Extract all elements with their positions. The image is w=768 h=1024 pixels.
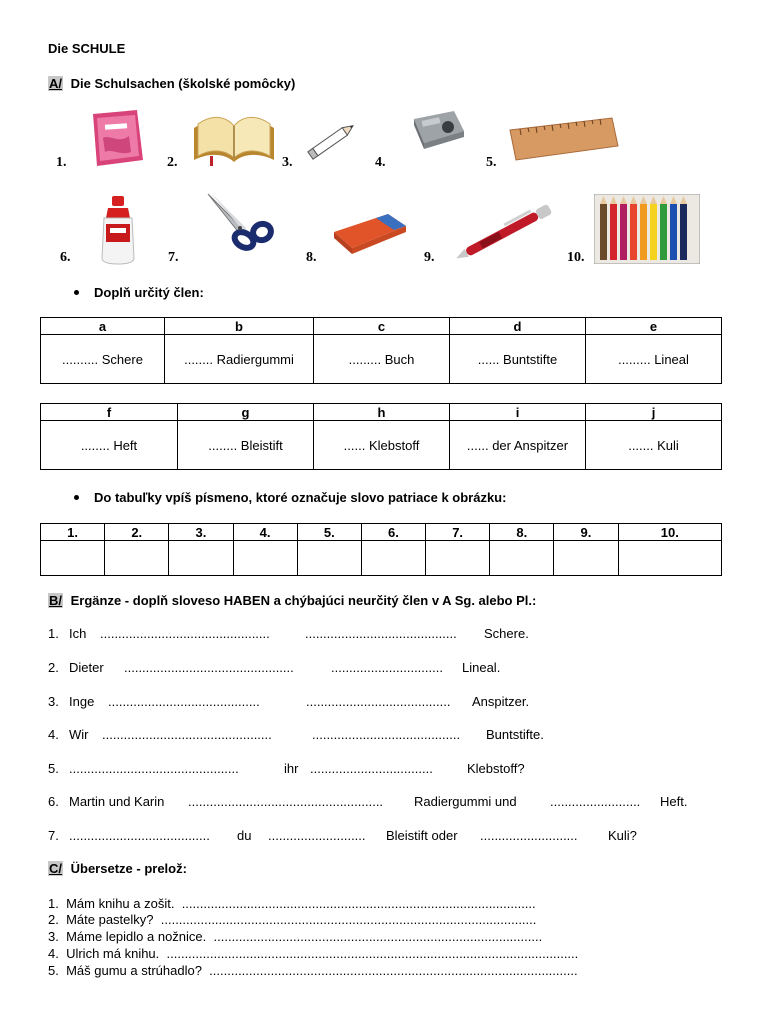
table-header: 6. bbox=[361, 524, 425, 541]
table-cell[interactable]: ...... der Anspitzer bbox=[450, 421, 586, 470]
section-a-letter: A/ bbox=[49, 76, 62, 91]
answer-cell[interactable] bbox=[297, 541, 361, 576]
table-header: b bbox=[165, 318, 314, 335]
article-table-2 bbox=[40, 403, 722, 470]
sharpener-icon bbox=[408, 105, 470, 153]
table-header: 5. bbox=[297, 524, 361, 541]
answer-table bbox=[40, 523, 722, 576]
bullet bbox=[74, 290, 79, 295]
bullet bbox=[74, 495, 79, 500]
answer-cell[interactable] bbox=[41, 541, 105, 576]
answer-cell[interactable] bbox=[490, 541, 554, 576]
table-cell[interactable]: ........ Bleistift bbox=[178, 421, 314, 470]
section-a-title: Die Schulsachen (školské pomôcky) bbox=[70, 76, 296, 91]
picture-number: 2. bbox=[167, 155, 178, 170]
picture-number: 5. bbox=[486, 155, 497, 170]
pen-icon bbox=[448, 202, 562, 264]
table-header: a bbox=[41, 318, 165, 335]
answer-cell[interactable] bbox=[618, 541, 721, 576]
translation-line: 1. Mám knihu a zošit. .................................................................................................. bbox=[48, 896, 536, 911]
section-b-heading bbox=[48, 593, 536, 608]
section-c-title: Übersetze - prelož: bbox=[70, 861, 187, 876]
table-header: i bbox=[450, 404, 586, 421]
table-cell[interactable]: ........ Heft bbox=[41, 421, 178, 470]
table-header: 9. bbox=[554, 524, 618, 541]
table-cell[interactable]: ...... Buntstifte bbox=[450, 335, 586, 384]
exercise-line: 3. Inge .......................................... ........................................ Anspitzer. bbox=[48, 694, 530, 709]
translation-line: 3. Máme lepidlo a nožnice. ........................................................................................... bbox=[48, 929, 543, 944]
task-2-instruction: Do tabuľky vpíš písmeno, ktoré označuje slovo patriace k obrázku: bbox=[94, 490, 507, 505]
picture-number: 9. bbox=[424, 250, 435, 265]
translation-line: 2. Máte pastelky? ........................................................................................................ bbox=[48, 912, 537, 927]
answer-cell[interactable] bbox=[169, 541, 233, 576]
exercise-line: 6. Martin und Karin ...................................................... Radiergummi und ......................... Heft. bbox=[48, 794, 688, 809]
answer-cell[interactable] bbox=[361, 541, 425, 576]
exercise-line: 4. Wir ............................................... ......................................... Buntstifte. bbox=[48, 727, 544, 742]
ruler-icon bbox=[508, 116, 620, 168]
table-header: 3. bbox=[169, 524, 233, 541]
section-a-heading bbox=[48, 76, 295, 91]
section-c-heading bbox=[48, 861, 187, 876]
answer-cell[interactable] bbox=[554, 541, 618, 576]
table-header: g bbox=[178, 404, 314, 421]
page-title: Die SCHULE bbox=[48, 41, 126, 56]
eraser-icon bbox=[330, 206, 410, 256]
table-header: 8. bbox=[490, 524, 554, 541]
scissors-icon bbox=[200, 190, 280, 256]
answer-cell[interactable] bbox=[105, 541, 169, 576]
pencil-icon bbox=[302, 116, 362, 166]
answer-cell[interactable] bbox=[233, 541, 297, 576]
notebook-icon bbox=[85, 108, 147, 170]
table-cell[interactable]: ........ Radiergummi bbox=[165, 335, 314, 384]
table-header: 10. bbox=[618, 524, 721, 541]
table-cell[interactable]: ......... Buch bbox=[314, 335, 450, 384]
picture-number: 6. bbox=[60, 250, 71, 265]
translation-line: 4. Ulrich má knihu. .................................................................................................................. bbox=[48, 946, 579, 961]
translation-line: 5. Máš gumu a strúhadlo? ...................................................................................................... bbox=[48, 963, 578, 978]
table-cell[interactable]: ...... Klebstoff bbox=[314, 421, 450, 470]
answer-cell[interactable] bbox=[426, 541, 490, 576]
picture-number: 8. bbox=[306, 250, 317, 265]
table-header: 7. bbox=[426, 524, 490, 541]
picture-number: 10. bbox=[567, 250, 585, 265]
table-header: j bbox=[586, 404, 722, 421]
exercise-line: 7. ....................................... du ........................... Bleistift oder ........................... Kuli? bbox=[48, 828, 637, 843]
table-cell[interactable]: ....... Kuli bbox=[586, 421, 722, 470]
colored-pencils-icon bbox=[594, 194, 700, 264]
section-c-letter: C/ bbox=[49, 861, 62, 876]
picture-number: 7. bbox=[168, 250, 179, 265]
section-b-letter: B/ bbox=[49, 593, 62, 608]
exercise-line: 5. ............................................... ihr .................................. Klebstoff? bbox=[48, 761, 525, 776]
table-header: c bbox=[314, 318, 450, 335]
table-cell[interactable]: ......... Lineal bbox=[586, 335, 722, 384]
glue-bottle-icon bbox=[98, 194, 138, 266]
table-header: 2. bbox=[105, 524, 169, 541]
exercise-line: 1. Ich ............................................... .......................................... Schere. bbox=[48, 626, 529, 641]
picture-number: 3. bbox=[282, 155, 293, 170]
picture-number: 4. bbox=[375, 155, 386, 170]
open-book-icon bbox=[190, 110, 278, 168]
section-b-title: Ergänze - doplň sloveso HABEN a chýbajúci neurčitý člen v A Sg. alebo Pl.: bbox=[70, 593, 537, 608]
table-header: f bbox=[41, 404, 178, 421]
picture-number: 1. bbox=[56, 155, 67, 170]
table-header: e bbox=[586, 318, 722, 335]
table-cell[interactable]: .......... Schere bbox=[41, 335, 165, 384]
table-header: 1. bbox=[41, 524, 105, 541]
table-header: 4. bbox=[233, 524, 297, 541]
article-table-1 bbox=[40, 317, 722, 384]
table-header: d bbox=[450, 318, 586, 335]
table-header: h bbox=[314, 404, 450, 421]
task-1-instruction: Doplň určitý člen: bbox=[94, 285, 204, 300]
exercise-line: 2. Dieter ............................................... ............................... Lineal. bbox=[48, 660, 501, 675]
